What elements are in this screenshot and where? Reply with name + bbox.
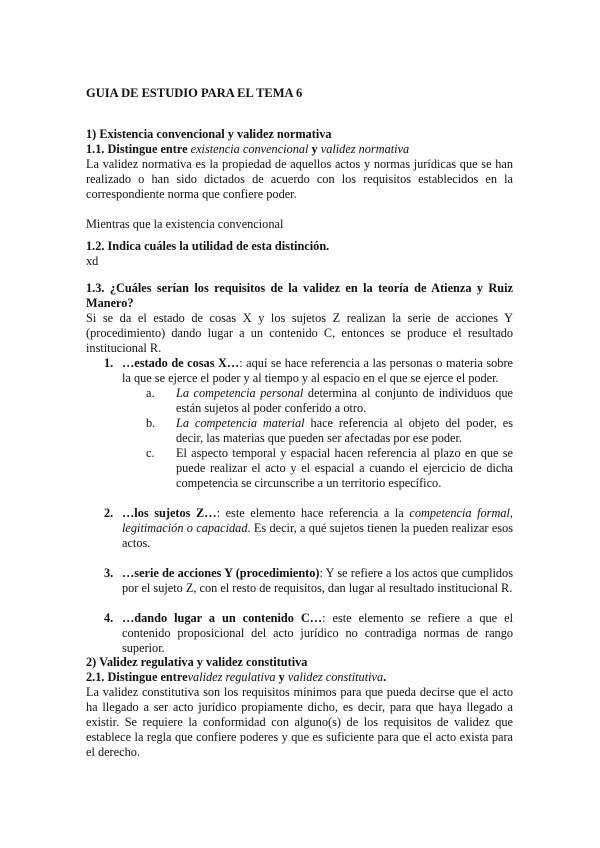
answer-1-1: La validez normativa es la propiedad de aquellos actos y normas jurídicas que se han realizado o han sido dictados de acuerdo con los requisitos establecidos en la correspondiente norma que confiere poder. [86, 157, 513, 201]
sub-list-item [122, 446, 513, 491]
question-1-2-block [86, 239, 513, 269]
list-number: 3. [104, 566, 114, 580]
q11-term1: existencia convencional [190, 142, 309, 156]
sub-list-item [122, 386, 513, 416]
sub-text: hace referencia al objeto del poder, es decir, las materias que pueden ser afectadas por ese poder. [176, 416, 513, 445]
section-2-heading: 2) Validez regulativa y validez constitutiva [86, 655, 308, 669]
question-1-1 [86, 142, 513, 157]
sub-italic: La competencia material [176, 416, 305, 430]
sub-letter: a. [146, 386, 155, 400]
q21-and: y [275, 670, 288, 684]
list-item-bold: …los sujetos Z… [122, 506, 217, 520]
requirements-list [86, 356, 513, 656]
sub-list [122, 386, 513, 491]
sub-italic: La competencia personal [176, 386, 304, 400]
list-item [86, 611, 513, 656]
answer-1-2: xd [86, 254, 99, 268]
q21-term2: validez constitutiva [287, 670, 384, 684]
list-item-text: : aquí se hace referencia a las personas o materia sobre la que se ejerce el poder y al tiempo y al espacio en el que se ejerce el poder. [122, 356, 513, 385]
list-number: 1. [104, 356, 114, 370]
sub-text: determina al conjunto de individuos que están sujetos al poder conferido a otro. [176, 386, 513, 415]
question-1-3: 1.3. ¿Cuáles serían los requisitos de la validez en la teoría de Atienza y Ruiz Manero? [86, 281, 513, 310]
section-1-heading: 1) Existencia convencional y validez normativa [86, 127, 332, 141]
list-item-bold: …dando lugar a un contenido C… [122, 611, 323, 625]
question-1-2: 1.2. Indica cuáles la utilidad de esta distinción. [86, 239, 330, 253]
list-item-italic: competencia formal, legitimación o capacidad [122, 506, 513, 535]
sub-letter: b. [146, 416, 156, 430]
list-number: 2. [104, 506, 114, 520]
question-2-1 [86, 670, 513, 685]
section-1 [86, 127, 513, 232]
q21-end: . [383, 670, 387, 684]
list-item-bold: …estado de cosas X… [122, 356, 240, 370]
q21-term1: validez regulativa [187, 670, 276, 684]
list-item-bold: …serie de acciones Y (procedimiento) [122, 566, 320, 580]
question-1-3-block [86, 281, 513, 656]
q21-label: 2.1. Distingue entre [86, 670, 188, 684]
list-number: 4. [104, 611, 114, 625]
answer-2-1: La validez constitutiva son los requisitos mínimos para que pueda decirse que el acto ha llegado a ser acto jurídico propiamente dicho, es decir, para que haya llegado a existir. Se requiere la conformidad con alguno(s) de los requisitos de validez que establece la regla que confiere poderes y que es suficiente para que el acto exista para el derecho. [86, 685, 513, 759]
section-2 [86, 655, 513, 760]
q11-term2: validez normativa [320, 142, 410, 156]
document-title: GUIA DE ESTUDIO PARA EL TEMA 6 [86, 86, 303, 100]
sub-text: El aspecto temporal y espacial hacen referencia al plazo en que se puede realizar el acto y el espacial a cuando el ejercicio de dicha competencia se circunscribe a un territorio específico. [176, 446, 513, 490]
answer-1-3-intro: Si se da el estado de cosas X y los sujetos Z realizan la serie de acciones Y (procedimiento) dando lugar a un contenido C, entonces se produce el resultado institucional R. [86, 311, 513, 355]
sub-letter: c. [146, 446, 155, 460]
list-item-text: . Es decir, a qué sujetos tienen la pueden realizar esos actos. [122, 521, 513, 550]
answer-1-1-extra: Mientras que la existencia convencional [86, 217, 284, 231]
sub-list-item [122, 416, 513, 446]
list-item [86, 506, 513, 551]
q11-label: 1.1. Distingue entre [86, 142, 191, 156]
list-item-text-pre: : este elemento hace referencia a la [216, 506, 410, 520]
q11-and: y [308, 142, 321, 156]
list-item [86, 566, 513, 596]
list-item-text: : este elemento se refiere a que el contenido proposicional del acto jurídico no contradiga normas de rango superior. [122, 611, 513, 655]
list-item [86, 356, 513, 491]
list-item-text: : Y se refiere a los actos que cumplidos por el sujeto Z, con el resto de requisitos, dan lugar al resultado institucional R. [122, 566, 513, 595]
